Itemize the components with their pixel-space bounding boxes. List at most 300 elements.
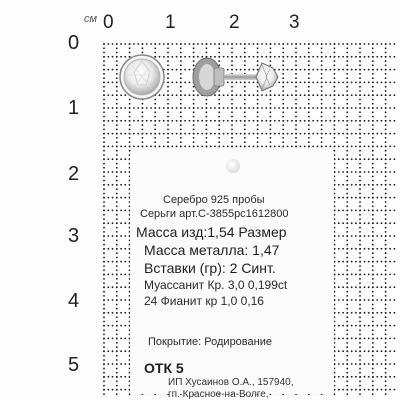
grid-dot — [385, 47, 387, 49]
grid-dot — [346, 265, 348, 267]
grid-dot — [103, 278, 105, 280]
grid-dot — [321, 124, 323, 126]
grid-dot — [376, 299, 378, 301]
grid-dot — [342, 312, 344, 314]
grid-dot — [346, 304, 348, 306]
grid-dot — [359, 103, 361, 105]
grid-dot — [359, 304, 361, 306]
grid-dot — [244, 129, 246, 131]
grid-dot — [347, 235, 349, 237]
grid-dot — [210, 133, 212, 135]
grid-dot — [295, 116, 297, 118]
grid-dot — [372, 389, 374, 391]
grid-dot — [372, 137, 374, 139]
grid-dot — [231, 129, 233, 131]
grid-dot — [308, 116, 310, 118]
grid-dot — [359, 265, 361, 267]
grid-dot — [346, 124, 348, 126]
grid-dot — [112, 350, 114, 352]
grid-dot — [394, 350, 396, 352]
grid-dot — [385, 197, 387, 199]
grid-dot — [236, 133, 238, 135]
grid-dot — [295, 111, 297, 113]
grid-dot — [103, 176, 105, 178]
grid-dot — [351, 261, 353, 263]
grid-dot — [116, 188, 118, 190]
grid-dot — [274, 120, 276, 122]
grid-dot — [351, 376, 353, 378]
grid-dot — [154, 137, 156, 139]
grid-dot — [385, 107, 387, 109]
grid-dot — [210, 146, 212, 148]
grid-dot — [385, 154, 387, 156]
grid-dot — [137, 133, 139, 135]
grid-dot — [116, 154, 118, 156]
grid-dot — [338, 274, 340, 276]
grid-dot — [359, 184, 361, 186]
grid-dot — [223, 146, 225, 148]
grid-dot — [381, 56, 383, 58]
grid-dot — [214, 133, 216, 135]
grid-dot — [372, 60, 374, 62]
grid-dot — [180, 129, 182, 131]
grid-dot — [372, 235, 374, 237]
grid-dot — [282, 141, 284, 143]
grid-dot — [347, 350, 349, 352]
grid-dot — [359, 47, 361, 49]
grid-dot — [244, 137, 246, 139]
grid-dot — [206, 111, 208, 113]
grid-dot — [368, 248, 370, 250]
grid-dot — [372, 210, 374, 212]
grid-dot — [129, 124, 131, 126]
grid-dot — [359, 380, 361, 382]
grid-dot — [372, 197, 374, 199]
grid-dot — [359, 90, 361, 92]
grid-dot — [372, 380, 374, 382]
grid-dot — [112, 146, 114, 148]
grid-dot — [154, 111, 156, 113]
grid-dot — [103, 163, 105, 165]
grid-dot — [372, 64, 374, 66]
grid-dot — [355, 363, 357, 365]
tag-coating-line: Покрытие: Родирование — [148, 336, 272, 348]
grid-dot — [376, 107, 378, 109]
grid-dot — [321, 141, 323, 143]
grid-dot — [351, 286, 353, 288]
grid-dot — [346, 218, 348, 220]
grid-dot — [253, 146, 255, 148]
grid-dot — [103, 376, 105, 378]
grid-dot — [112, 299, 114, 301]
grid-dot — [218, 133, 220, 135]
grid-dot — [347, 146, 349, 148]
grid-dot — [389, 171, 391, 173]
grid-dot — [346, 334, 348, 336]
grid-dot — [338, 261, 340, 263]
grid-dot — [359, 205, 361, 207]
grid-dot — [312, 133, 314, 135]
grid-dot — [351, 389, 353, 391]
grid-dot — [103, 214, 105, 216]
grid-dot — [103, 193, 105, 195]
grid-dot — [116, 176, 118, 178]
grid-dot — [389, 56, 391, 58]
grid-dot — [359, 282, 361, 284]
grid-dot — [218, 124, 220, 126]
grid-dot — [372, 363, 374, 365]
grid-dot — [359, 274, 361, 276]
grid-dot — [103, 43, 105, 45]
grid-dot — [359, 308, 361, 310]
grid-dot — [359, 158, 361, 160]
grid-dot — [116, 359, 118, 361]
grid-dot — [359, 210, 361, 212]
grid-dot — [120, 299, 122, 301]
grid-dot — [295, 137, 297, 139]
grid-dot — [107, 107, 109, 109]
grid-dot — [112, 222, 114, 224]
grid-dot — [193, 129, 195, 131]
grid-dot — [265, 146, 267, 148]
grid-dot — [338, 184, 340, 186]
grid-dot — [389, 82, 391, 84]
grid-dot — [274, 146, 276, 148]
grid-dot — [120, 261, 122, 263]
grid-dot — [372, 133, 374, 135]
grid-dot — [338, 235, 340, 237]
grid-dot — [116, 133, 118, 135]
grid-dot — [346, 150, 348, 152]
grid-dot — [308, 146, 310, 148]
grid-dot — [368, 184, 370, 186]
grid-dot — [364, 184, 366, 186]
grid-dot — [120, 171, 122, 173]
grid-dot — [364, 56, 366, 58]
grid-dot — [372, 308, 374, 310]
grid-dot — [381, 222, 383, 224]
grid-dot — [167, 141, 169, 143]
grid-dot — [321, 116, 323, 118]
grid-dot — [347, 158, 349, 160]
grid-dot — [257, 146, 259, 148]
grid-dot — [394, 222, 396, 224]
grid-dot — [359, 286, 361, 288]
grid-dot — [389, 69, 391, 71]
grid-dot — [116, 338, 118, 340]
grid-dot — [394, 363, 396, 365]
grid-dot — [389, 274, 391, 276]
grid-dot — [116, 304, 118, 306]
grid-dot — [376, 43, 378, 45]
grid-dot — [372, 312, 374, 314]
scale-x-tick-1: 1 — [165, 12, 176, 33]
grid-dot — [231, 141, 233, 143]
grid-dot — [231, 120, 233, 122]
grid-dot — [129, 129, 131, 131]
grid-dot — [116, 389, 118, 391]
grid-dot — [346, 346, 348, 348]
grid-dot — [364, 376, 366, 378]
grid-dot — [338, 248, 340, 250]
grid-dot — [218, 116, 220, 118]
grid-dot — [372, 205, 374, 207]
grid-dot — [376, 376, 378, 378]
grid-dot — [385, 282, 387, 284]
grid-dot — [385, 342, 387, 344]
grid-dot — [385, 321, 387, 323]
grid-dot — [372, 77, 374, 79]
grid-dot — [347, 197, 349, 199]
grid-dot — [372, 372, 374, 374]
grid-dot — [351, 210, 353, 212]
grid-dot — [116, 197, 118, 199]
grid-dot — [359, 197, 361, 199]
grid-dot — [107, 146, 109, 148]
grid-dot — [355, 56, 357, 58]
grid-dot — [112, 210, 114, 212]
grid-dot — [372, 180, 374, 182]
grid-dot — [372, 176, 374, 178]
grid-dot — [321, 137, 323, 139]
grid-dot — [385, 86, 387, 88]
grid-dot — [278, 120, 280, 122]
grid-dot — [103, 325, 105, 327]
grid-dot — [351, 274, 353, 276]
grid-dot — [372, 240, 374, 242]
grid-dot — [116, 299, 118, 301]
grid-dot — [359, 363, 361, 365]
grid-dot — [282, 146, 284, 148]
grid-dot — [116, 274, 118, 276]
grid-dot — [197, 133, 199, 135]
grid-dot — [154, 141, 156, 143]
grid-dot — [385, 278, 387, 280]
grid-dot — [116, 316, 118, 318]
grid-dot — [381, 350, 383, 352]
grid-dot — [116, 355, 118, 357]
grid-dot — [372, 167, 374, 169]
grid-dot — [385, 368, 387, 370]
grid-dot — [236, 146, 238, 148]
grid-dot — [116, 244, 118, 246]
grid-dot — [394, 389, 396, 391]
grid-dot — [381, 146, 383, 148]
grid-dot — [355, 146, 357, 148]
grid-dot — [227, 133, 229, 135]
grid-dot — [197, 120, 199, 122]
grid-dot — [355, 43, 357, 45]
grid-dot — [364, 69, 366, 71]
grid-dot — [142, 141, 144, 143]
grid-dot — [372, 158, 374, 160]
grid-dot — [282, 111, 284, 113]
grid-dot — [107, 184, 109, 186]
grid-dot — [394, 261, 396, 263]
grid-dot — [116, 146, 118, 148]
grid-dot — [103, 346, 105, 348]
grid-dot — [120, 389, 122, 391]
grid-dot — [372, 214, 374, 216]
grid-dot — [359, 77, 361, 79]
grid-dot — [351, 248, 353, 250]
grid-dot — [355, 350, 357, 352]
grid-dot — [107, 69, 109, 71]
scale-x-tick-0: 0 — [103, 12, 114, 33]
grid-dot — [103, 60, 105, 62]
grid-dot — [372, 103, 374, 105]
grid-dot — [372, 334, 374, 336]
grid-dot — [359, 257, 361, 259]
grid-dot — [355, 158, 357, 160]
grid-dot — [240, 133, 242, 135]
grid-dot — [116, 167, 118, 169]
grid-dot — [346, 393, 348, 395]
scale-x-tick-3: 3 — [289, 12, 300, 33]
grid-dot — [240, 120, 242, 122]
grid-dot — [103, 64, 105, 66]
grid-dot — [116, 282, 118, 284]
grid-dot — [103, 107, 105, 109]
grid-dot — [346, 141, 348, 143]
grid-dot — [334, 129, 336, 131]
grid-dot — [193, 120, 195, 122]
grid-dot — [381, 235, 383, 237]
grid-dot — [180, 111, 182, 113]
grid-dot — [385, 210, 387, 212]
grid-dot — [180, 124, 182, 126]
grid-dot — [257, 141, 259, 143]
grid-dot — [346, 380, 348, 382]
grid-dot — [184, 120, 186, 122]
grid-dot — [359, 111, 361, 113]
grid-dot — [338, 146, 340, 148]
scale-y-tick-0: 0 — [68, 32, 80, 54]
grid-dot — [107, 389, 109, 391]
grid-dot — [218, 146, 220, 148]
grid-dot — [270, 141, 272, 143]
grid-dot — [385, 56, 387, 58]
grid-dot — [385, 43, 387, 45]
grid-dot — [368, 286, 370, 288]
grid-dot — [346, 291, 348, 293]
grid-dot — [163, 146, 165, 148]
grid-dot — [342, 299, 344, 301]
grid-dot — [368, 120, 370, 122]
tag-cubic-zirconia-line: 24 Фианит кр 1,0 0,16 — [144, 294, 264, 308]
grid-dot — [385, 235, 387, 237]
grid-dot — [351, 69, 353, 71]
grid-dot — [385, 389, 387, 391]
grid-dot — [116, 321, 118, 323]
grid-dot — [103, 350, 105, 352]
grid-dot — [394, 107, 396, 109]
grid-dot — [359, 120, 361, 122]
grid-dot — [124, 299, 126, 301]
grid-dot — [355, 133, 357, 135]
grid-dot — [359, 52, 361, 54]
grid-dot — [112, 197, 114, 199]
grid-dot — [385, 350, 387, 352]
grid-dot — [116, 269, 118, 271]
grid-dot — [346, 154, 348, 156]
grid-dot — [129, 116, 131, 118]
grid-dot — [359, 86, 361, 88]
grid-dot — [282, 124, 284, 126]
grid-dot — [116, 393, 118, 395]
grid-dot — [248, 146, 250, 148]
grid-dot — [385, 295, 387, 297]
grid-dot — [359, 389, 361, 391]
grid-dot — [359, 231, 361, 233]
grid-dot — [189, 133, 191, 135]
grid-dot — [107, 82, 109, 84]
grid-dot — [248, 133, 250, 135]
grid-dot — [103, 73, 105, 75]
grid-dot — [167, 120, 169, 122]
grid-dot — [372, 338, 374, 340]
grid-dot — [359, 116, 361, 118]
grid-dot — [376, 286, 378, 288]
grid-dot — [368, 210, 370, 212]
grid-dot — [261, 146, 263, 148]
grid-dot — [112, 338, 114, 340]
grid-dot — [346, 372, 348, 374]
grid-dot — [329, 133, 331, 135]
grid-dot — [372, 82, 374, 84]
grid-dot — [282, 120, 284, 122]
grid-dot — [381, 158, 383, 160]
grid-dot — [389, 299, 391, 301]
grid-dot — [103, 158, 105, 160]
grid-dot — [103, 146, 105, 148]
grid-dot — [346, 278, 348, 280]
grid-dot — [227, 146, 229, 148]
grid-dot — [116, 308, 118, 310]
grid-dot — [372, 111, 374, 113]
grid-dot — [385, 184, 387, 186]
grid-dot — [394, 171, 396, 173]
grid-dot — [359, 372, 361, 374]
grid-dot — [103, 329, 105, 331]
grid-dot — [342, 133, 344, 135]
grid-dot — [376, 133, 378, 135]
grid-dot — [210, 120, 212, 122]
grid-dot — [355, 235, 357, 237]
grid-dot — [103, 286, 105, 288]
grid-dot — [206, 141, 208, 143]
grid-dot — [389, 43, 391, 45]
grid-dot — [381, 363, 383, 365]
grid-dot — [381, 197, 383, 199]
grid-dot — [364, 299, 366, 301]
grid-dot — [116, 350, 118, 352]
grid-dot — [214, 146, 216, 148]
grid-dot — [364, 107, 366, 109]
grid-dot — [385, 363, 387, 365]
grid-dot — [394, 43, 396, 45]
grid-dot — [163, 120, 165, 122]
grid-dot — [372, 188, 374, 190]
grid-dot — [342, 350, 344, 352]
grid-dot — [372, 376, 374, 378]
grid-dot — [257, 116, 259, 118]
grid-dot — [389, 363, 391, 365]
tag-inserts-line: Вставки (гр): 2 Синт. — [144, 260, 276, 276]
grid-dot — [124, 312, 126, 314]
grid-dot — [124, 338, 126, 340]
grid-dot — [167, 111, 169, 113]
